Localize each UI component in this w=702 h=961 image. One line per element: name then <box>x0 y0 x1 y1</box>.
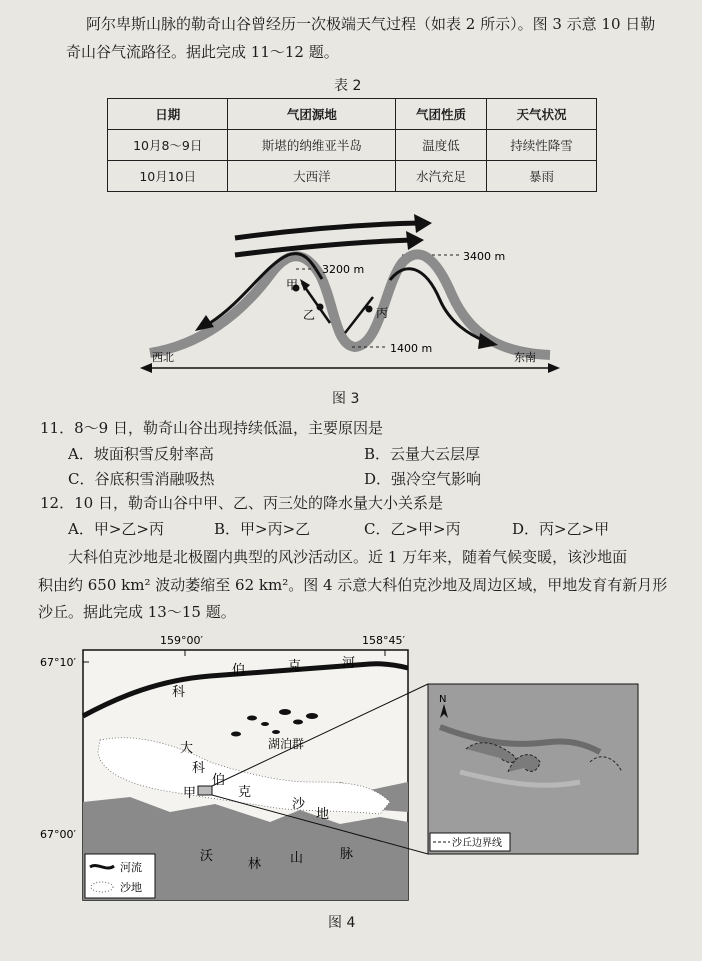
legend-sand-label: 沙地 <box>120 881 142 894</box>
figure-4-map <box>40 632 650 912</box>
intro2-line3: 沙丘。据此完成 13～15 题。 <box>38 603 236 621</box>
mountain-name-char: 林 <box>248 857 262 872</box>
lake <box>261 722 269 726</box>
intro1-line1: 阿尔卑斯山脉的勒奇山谷曾经历一次极端天气过程（如表 2 所示）。图 3 示意 10 日勒 <box>86 15 656 33</box>
q12-stem: 12．10 日，勒奇山谷中甲、乙、丙三处的降水量大小关系是 <box>40 494 443 512</box>
jia-label: 甲 <box>183 786 197 801</box>
intro2-line1: 大科伯克沙地是北极圈内典型的风沙活动区。近 1 万年来，随着气候变暖，该沙地面 <box>68 548 628 566</box>
q12-option-b: B．甲>丙>乙 <box>214 520 311 538</box>
sand-name-char: 沙 <box>292 797 306 812</box>
lake <box>231 732 241 737</box>
q12-option-a: A．甲>乙>丙 <box>68 520 164 538</box>
valley-airflow <box>345 297 373 333</box>
table-row <box>108 161 597 192</box>
arrowhead <box>548 363 560 373</box>
q11-stem: 11．8～9 日，勒奇山谷出现持续低温，主要原因是 <box>40 419 383 437</box>
fig4-caption: 图 4 <box>328 915 356 931</box>
figure-3-valley-airflow <box>140 205 560 395</box>
table-cell: 水汽充足 <box>396 161 487 192</box>
table-header-row <box>108 99 597 130</box>
river-name-char: 科 <box>172 685 186 700</box>
label-yi: 乙 <box>303 308 316 322</box>
lon-left-label: 159°00′ <box>160 634 203 647</box>
lat-bottom-label: 67°00′ <box>40 828 76 841</box>
legend-sand-symbol <box>91 882 113 892</box>
table-header-cell: 天气状况 <box>486 99 596 130</box>
table2-title: 表 2 <box>334 78 362 94</box>
table-cell: 持续性降雪 <box>486 130 596 161</box>
h1400-label: 1400 m <box>390 342 433 355</box>
upper-airflow-arrow <box>235 240 412 255</box>
table-cell: 斯堪的纳维亚半岛 <box>228 130 396 161</box>
q12-option-d: D．丙>乙>甲 <box>512 520 610 538</box>
table-header-cell: 气团源地 <box>228 99 396 130</box>
q11-option-a: A．坡面积雪反射率高 <box>68 445 214 463</box>
q11-option-c: C．谷底积雪消融吸热 <box>68 470 215 488</box>
table-cell: 大西洋 <box>228 161 396 192</box>
lon-right-label: 158°45′ <box>362 634 405 647</box>
sand-name-char: 大 <box>180 741 194 756</box>
river-name-char: 克 <box>288 659 302 674</box>
sand-name-char: 科 <box>192 761 206 776</box>
point-bing <box>366 306 373 313</box>
lake <box>247 716 257 721</box>
h3200-label: 3200 m <box>322 263 365 276</box>
sand-name-char: 伯 <box>212 773 226 788</box>
lake <box>272 730 280 734</box>
inset-legend-label: 沙丘边界线 <box>452 838 502 849</box>
h3400-label: 3400 m <box>463 250 506 263</box>
intro2-line2: 积由约 650 km² 波动萎缩至 62 km²。图 4 示意大科伯克沙地及周边区域，甲地发育有新月形 <box>38 576 668 594</box>
table-cell: 暴雨 <box>486 161 596 192</box>
lakes-label: 湖泊群 <box>268 737 305 751</box>
river-name-char: 河 <box>342 656 356 671</box>
mountain-name-char: 脉 <box>340 847 354 862</box>
intro1-line2: 奇山谷气流路径。据此完成 11～12 题。 <box>66 43 339 61</box>
inset-north-label: N <box>439 694 447 705</box>
table-header-cell: 日期 <box>108 99 228 130</box>
mountain-name-char: 沃 <box>200 849 214 864</box>
label-southeast: 东南 <box>514 351 536 364</box>
jia-marker <box>198 786 212 795</box>
legend-river-label: 河流 <box>120 861 142 874</box>
table-row <box>108 130 597 161</box>
lat-top-label: 67°10′ <box>40 656 76 669</box>
arrowhead <box>406 231 424 250</box>
table-header-cell: 气团性质 <box>396 99 487 130</box>
table-cell: 温度低 <box>396 130 487 161</box>
lake <box>293 720 303 725</box>
arrowhead <box>300 279 310 291</box>
arrowhead <box>414 214 432 233</box>
q11-option-b: B．云量大云层厚 <box>364 445 481 463</box>
arrowhead <box>140 363 152 373</box>
fig3-caption: 图 3 <box>332 391 360 407</box>
point-yi <box>317 304 324 311</box>
upper-airflow-arrow <box>235 223 420 238</box>
table-cell: 10月8～9日 <box>108 130 228 161</box>
table-cell: 10月10日 <box>108 161 228 192</box>
lake <box>279 709 291 715</box>
q12-option-c: C．乙>甲>丙 <box>364 520 461 538</box>
sand-name-char: 地 <box>316 807 330 822</box>
label-jia: 甲 <box>286 278 299 292</box>
mountain-name-char: 山 <box>290 851 304 866</box>
label-northwest: 西北 <box>152 351 174 364</box>
lake <box>306 713 318 719</box>
label-bing: 丙 <box>376 306 389 320</box>
q11-option-d: D．强冷空气影响 <box>364 470 482 488</box>
table-2 <box>107 98 597 192</box>
river-name-char: 伯 <box>232 663 246 678</box>
sand-name-char: 克 <box>238 785 252 800</box>
